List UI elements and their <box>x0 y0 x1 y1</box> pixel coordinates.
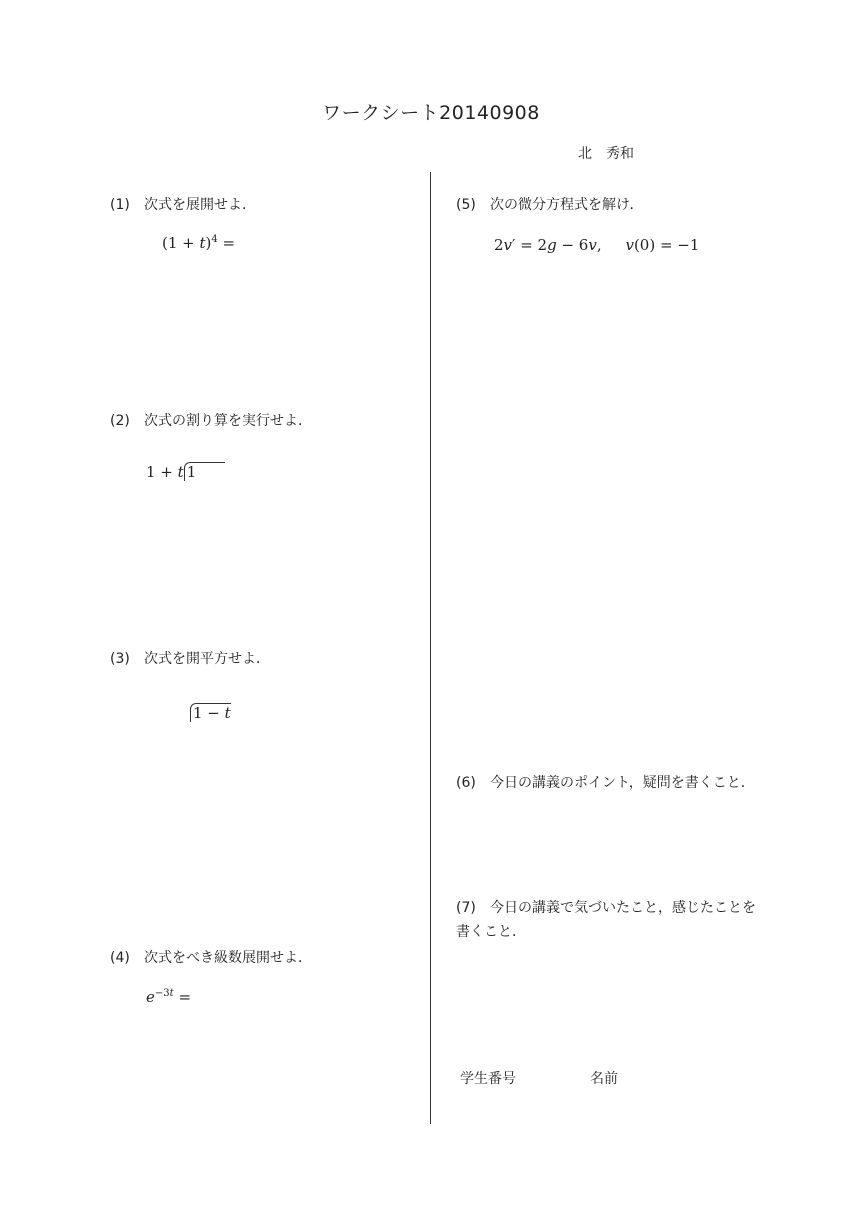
question-5-number: (5) <box>456 197 476 213</box>
question-6 <box>456 772 755 792</box>
name-label: 名前 <box>590 1071 618 1087</box>
question-7 <box>456 896 766 944</box>
question-2-text: 次式の割り算を実行せよ． <box>144 413 312 429</box>
question-2-expression: 1 + t 1 <box>146 462 225 481</box>
question-4-text: 次式をべき級数展開せよ． <box>144 950 312 966</box>
worksheet-title: ワークシート20140908 <box>322 102 540 124</box>
question-3-expression: 1 − t <box>190 704 231 722</box>
question-6-number: (6) <box>456 775 476 791</box>
question-3-text: 次式を開平方せよ． <box>144 651 270 667</box>
question-1-text: 次式を展開せよ． <box>144 197 256 213</box>
question-4-expression: $e^{-3t}$ = <box>146 988 192 1006</box>
question-6-text: 今日の講義のポイント，疑問を書くこと． <box>490 775 755 791</box>
column-divider <box>430 172 431 1124</box>
question-1-expression: $(1 + t)^4$ = <box>162 234 236 252</box>
question-2 <box>110 410 312 430</box>
question-4-number: (4) <box>110 950 130 966</box>
author-name: 北 秀和 <box>578 146 634 162</box>
question-3-number: (3) <box>110 651 130 667</box>
question-5-equation: 2v′ = 2g − 6v, v(0) = −1 <box>494 236 700 254</box>
student-number-label: 学生番号 <box>460 1071 516 1087</box>
question-2-number: (2) <box>110 413 130 429</box>
question-3 <box>110 648 270 668</box>
question-5 <box>456 194 643 214</box>
question-7-number: (7) <box>456 900 476 916</box>
question-7-text: 今日の講義で気づいたこと，感じたことを書くこと． <box>456 900 756 940</box>
question-5-text: 次の微分方程式を解け． <box>490 197 644 213</box>
question-4 <box>110 947 312 967</box>
question-1 <box>110 194 256 214</box>
question-1-number: (1) <box>110 197 130 213</box>
